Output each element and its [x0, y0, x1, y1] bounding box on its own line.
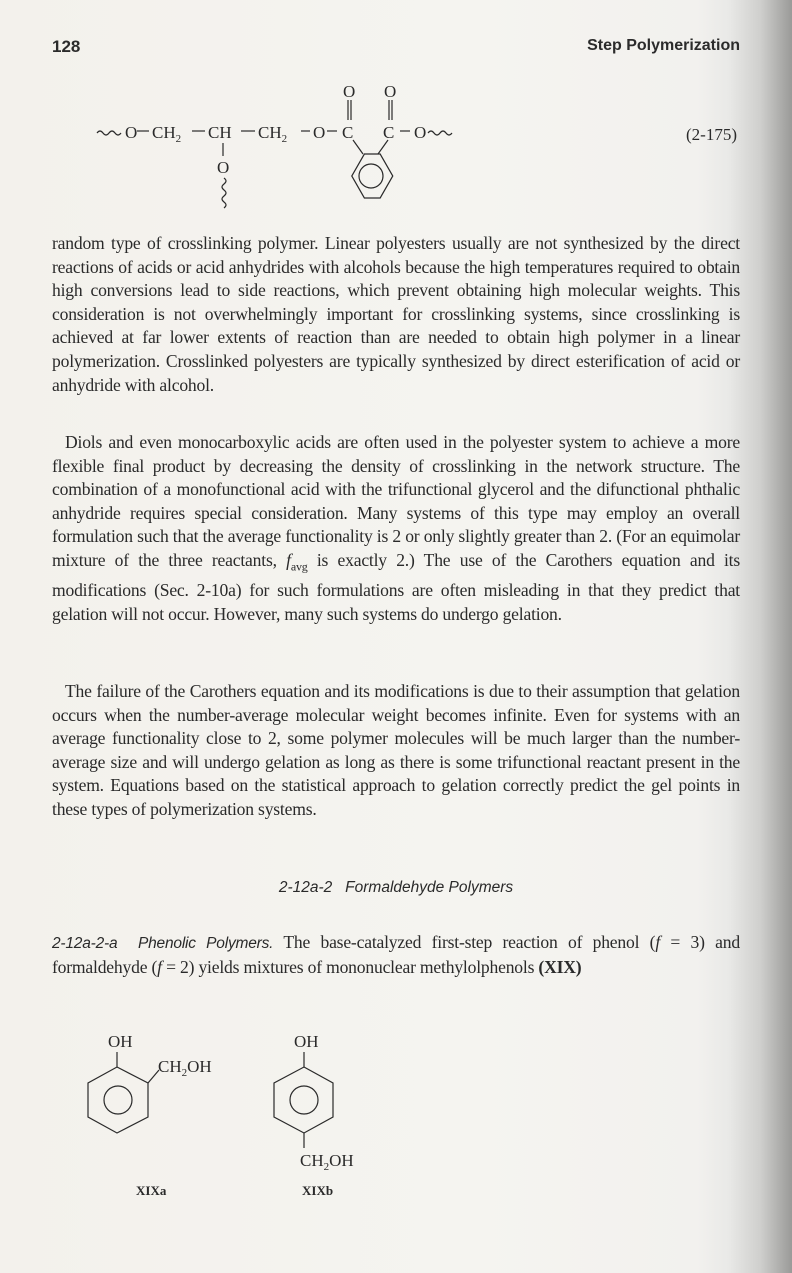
symbol-f: f: [286, 549, 291, 570]
wavy-bond-left: [97, 131, 121, 135]
paragraph: [52, 931, 740, 979]
benzene-ring-xixb: [274, 1067, 333, 1133]
paragraph-text: [52, 431, 740, 626]
atom-ch2: $CH_2$: [152, 123, 182, 145]
paragraph: [52, 431, 740, 626]
oh-label: OH: [294, 1032, 319, 1051]
atom-ch: CH: [208, 123, 232, 142]
ch2oh-label: $CH_2OH$: [300, 1151, 354, 1173]
wavy-bond-right: [428, 131, 452, 135]
subscript-avg: avg: [290, 559, 308, 574]
carbonyl-oxygen: O: [343, 82, 356, 101]
benzene-ring-xixa: [88, 1067, 148, 1133]
paragraph-text: The failure of the Carothers equation and its modifications is due to their assumption that gelation occurs when the number-average molecular weight becomes infinite. Even for systems with an average functionality close to 2, some polymer molecules will be much larger than the number-average size and will undergo gelation as long as there is some trifunctional reactant present in the system. Equations based on the statistical approach to gelation correctly predict the gel points in these types of polymerization systems.: [52, 681, 740, 819]
aromatic-circle: [359, 164, 383, 188]
wavy-bond-pendant: [222, 178, 226, 208]
atom-o: O: [313, 123, 326, 142]
compound-label-xixb: XIXb: [302, 1183, 334, 1198]
atom-o: O: [125, 123, 138, 142]
running-head: Step Polymerization: [587, 37, 740, 54]
atom-o: O: [414, 123, 427, 142]
compound-label-xixa: XIXa: [136, 1183, 167, 1198]
paragraph: [52, 680, 740, 822]
symbol-f: f: [655, 932, 661, 952]
structures-diagram: [60, 1020, 420, 1220]
atom-c: C: [383, 123, 395, 142]
symbol-f: f: [157, 956, 162, 977]
atom-ch2: $CH_2$: [258, 123, 288, 145]
text-span: The base-catalyzed first-step reaction of phenol (: [273, 932, 656, 952]
text-span: Diols and even monocarboxylic acids are often used in the polyester system to achieve a more flexible final product by decreasing the density of crosslinking in the network structure. The combination of a monofunctional acid with the trifunctional glycerol and the difunctional phthalic anhydride requires special consideration. Many systems of this type may employ an overall formulation such that the average functionality is 2 or only slightly greater than 2. (For an equimolar mixture of the three reactants,: [52, 432, 740, 570]
paragraph-text: [52, 931, 740, 979]
ch2oh-label: $CH_2OH$: [158, 1057, 212, 1079]
chemical-formula-2-175: [95, 82, 735, 238]
oh-label: OH: [108, 1032, 133, 1051]
page-number: 128: [52, 37, 81, 56]
text-span: = 3) and formaldehyde (: [52, 932, 740, 977]
aromatic-circle: [104, 1086, 132, 1114]
text-span: = 2) yields mixtures of mononuclear methylolphenols: [161, 956, 539, 977]
bond: [353, 140, 363, 154]
paragraph-text: random type of crosslinking polymer. Linear polyesters usually are not synthesized by the direct reactions of acids or acid anhydrides with alcohols because the high temperatures required to obtain high conversions lead to side reactions, which prevent obtaining high molecular weights. This consideration is not overwhelmingly important for crosslinking systems, since crosslinking is achieved at far lower extents of reaction than are needed to obtain high polymer in a linear polymerization. Crosslinked polyesters are typically synthesized by direct esterification of acid or anhydride with alcohol.: [52, 233, 740, 395]
subsection-heading: 2-12a-2-a Phenolic Polymers.: [52, 935, 274, 952]
aromatic-circle: [290, 1086, 318, 1114]
compound-label: (XIX): [538, 956, 582, 977]
bond: [378, 140, 388, 154]
equation-number: (2-175): [686, 125, 737, 144]
benzene-ring: [352, 154, 393, 198]
paragraph: [52, 232, 740, 397]
methylolphenol-structures: [60, 1020, 420, 1220]
text-span: is exactly 2.) The use of the Carothers equation and its modifications (Sec. 2-10a) for such formulations are often misleading in that they predict that gelation will not occur. However, many such systems do undergo gelation.: [52, 549, 740, 624]
section-heading: 2-12a-2 Formaldehyde Polymers: [278, 879, 514, 896]
polyester-structure-diagram: [95, 82, 735, 238]
pendant-oxygen: O: [217, 158, 230, 177]
atom-c: C: [342, 123, 354, 142]
carbonyl-oxygen: O: [384, 82, 397, 101]
